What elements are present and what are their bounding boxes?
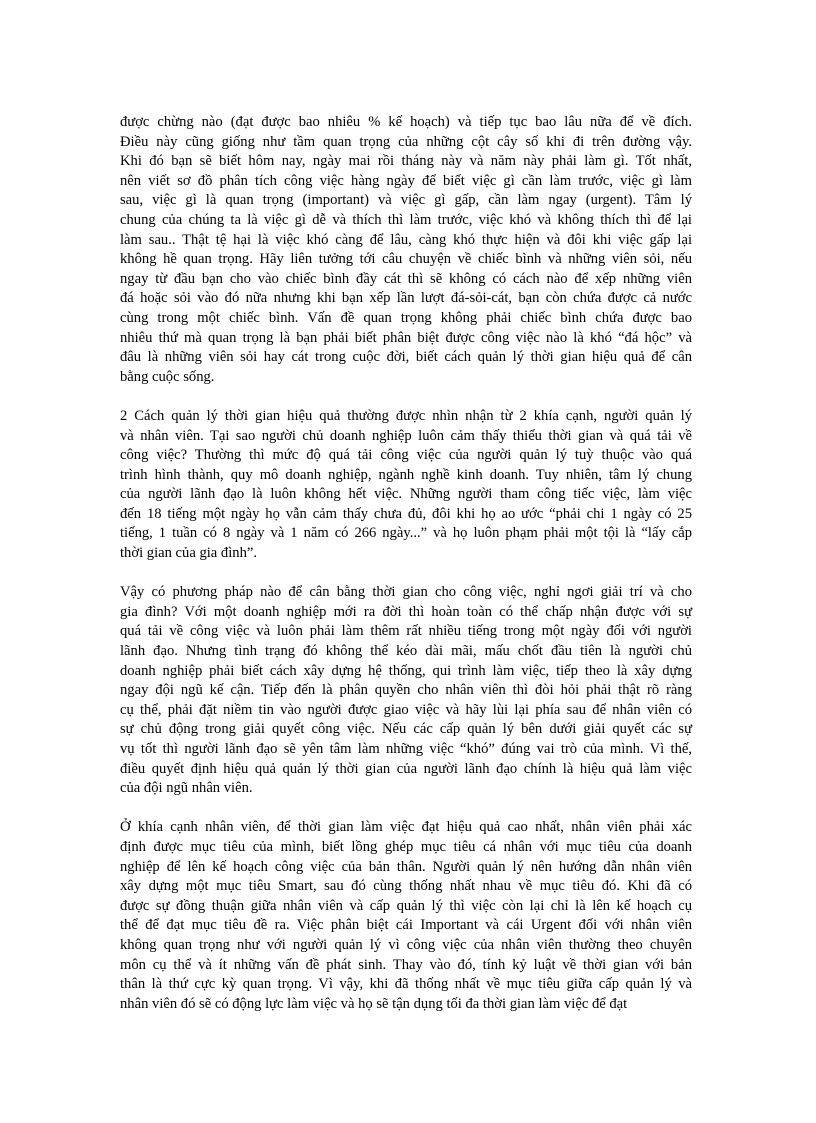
text-line: định được mục tiêu của mình, biết lồng ghép mục tiêu cá nhân với mục tiêu của doanh <box>120 838 692 855</box>
text-line: của đội ngũ nhân viên. <box>120 780 253 797</box>
text-line: làm sau.. Thật tệ hại là việc khó càng để lâu, càng khó thực hiện và đôi khi việc gấp lại <box>120 231 692 248</box>
text-line: thân là thứ cực kỳ quan trọng. Vì vậy, khi đã thống nhất về mục tiêu giữa cấp quản lý và <box>120 976 692 993</box>
paragraph <box>120 818 692 1014</box>
text-line: sau, việc gì là quan trọng (important) và việc gì gấp, cần làm ngay (urgent). Tâm lý <box>120 192 692 209</box>
text-line: xây dựng một mục tiêu Smart, sau đó cùng thống nhất nhau về mục tiêu đó. Khi đã có <box>120 878 692 895</box>
text-line: thời gian của gia đình”. <box>120 545 257 562</box>
text-line: và nhân viên. Tại sao người chủ doanh nghiệp luôn cảm thấy thiếu thời gian và quá tải về <box>120 427 692 444</box>
text-line: doanh nghiệp phải biết cách xây dựng hệ thống, qui trình làm việc, tiếp theo là xây dựng <box>120 662 692 679</box>
text-line: Ở khía cạnh nhân viên, để thời gian làm việc đạt hiệu quả cao nhất, nhân viên phải xác <box>120 819 692 836</box>
paragraph <box>120 407 692 564</box>
text-line: bằng cuộc sống. <box>120 368 215 385</box>
text-line: Vậy có phương pháp nào để cân bằng thời gian cho công việc, nghỉ ngơi giải trí và cho <box>120 584 692 601</box>
text-line: nên viết sơ đồ phân tích công việc hàng ngày để biết việc gì cần làm trước, việc gì làm <box>120 172 692 189</box>
text-line: cùng trong một chiếc bình. Vấn đề quan trọng không phải chiếc bình chứa được bao <box>120 309 692 326</box>
text-line: trình hình thành, quy mô doanh nghiệp, ngành nghề kinh doanh. Tuy nhiên, tâm lý chung <box>120 466 692 483</box>
text-line: Điều này cũng giống như tầm quan trọng của những cột cây số khi đi trên đường vậy. <box>120 133 692 150</box>
text-line: 2 Cách quản lý thời gian hiệu quả thường được nhìn nhận từ 2 khía cạnh, người quản lý <box>120 407 692 424</box>
text-line: thể để đạt mục tiêu đề ra. Việc phân biệt cái Important và cái Urgent đối với nhân viên <box>120 917 692 934</box>
text-line: không hề quan trọng. Hãy liên tưởng tới câu chuyện về chiếc bình và những viên sỏi, nếu <box>120 251 692 268</box>
text-line: cụ thể, phải đặt niềm tin vào người được giao việc và hãy lùi lại phía sau để nhân viên có <box>120 701 692 718</box>
text-line: đâu là những viên sỏi hay cát trong cuộc đời, biết cách quản lý thời gian hiệu quả để cân <box>120 349 692 366</box>
text-line: không quan trọng như với người quản lý vì công việc của nhân viên thường theo chuyên <box>120 936 692 953</box>
text-line: ngay đội ngũ kế cận. Tiếp đến là phân quyền cho nhân viên thì đòi hỏi phải thật rõ ràng <box>120 682 692 699</box>
document-body <box>120 113 692 1034</box>
text-line: đến 18 tiếng một ngày họ vẫn cảm thấy chưa đủ, đôi khi họ ao ước “phải chi 1 ngày có 25 <box>120 505 692 522</box>
text-line: được sự đồng thuận giữa nhân viên và cấp quản lý thì việc còn lại chỉ là lên kế hoạch cụ <box>120 897 692 914</box>
paragraph <box>120 583 692 799</box>
text-line: quá tải về công việc và luôn phải làm thêm rất nhiều tiếng trong một ngày đối với người <box>120 623 692 640</box>
text-line: vụ tốt thì người lãnh đạo sẽ yên tâm làm những việc “khó” đúng vai trò của mình. Vì thế, <box>120 741 692 757</box>
text-line: gia đình? Với một doanh nghiệp mới ra đời thì hoàn toàn có thể chấp nhận được với sự <box>120 603 692 620</box>
text-line: công việc? Thường thì mức độ quá tải công việc của người quản lý tuỳ thuộc vào quá <box>120 447 692 464</box>
text-line: tiếng, 1 tuần có 8 ngày và 1 năm có 266 ngày...” và họ luôn phạm phải một tội là “lấy cắp <box>120 525 692 542</box>
text-line: môn cụ thể và ít những vấn đề phát sinh. Thay vào đó, tính kỷ luật về thời gian với bản <box>120 956 692 973</box>
text-line: nhân viên đó sẽ có động lực làm việc và họ sẽ tận dụng tối đa thời gian làm việc để đạt <box>120 995 628 1012</box>
text-line: của người lãnh đạo là luôn không hết việc. Những người tham công tiếc việc, làm việc <box>120 486 692 503</box>
text-line: đá hoặc sỏi vào đó nữa nhưng khi bạn xếp lần lượt đá-sỏi-cát, bạn còn chứa được cả nước <box>120 290 692 307</box>
text-line: sự chủ động trong giải quyết công việc. Nếu các cấp quản lý bên dưới giải quyết các sự <box>120 721 692 738</box>
paragraph <box>120 113 692 387</box>
text-line: nhiêu thứ mà quan trọng là bạn phải biết phân biệt được công việc nào là khó “đá hộc” và <box>120 329 692 346</box>
text-line: nghiệp để lên kế hoạch công việc của bản thân. Người quản lý nên hướng dẫn nhân viên <box>120 858 692 875</box>
text-line: chung của chúng ta là việc gì dễ và thích thì làm trước, việc khó và không thích thì để lại <box>120 211 692 228</box>
text-line: Khi đó bạn sẽ biết hôm nay, ngày mai rồi tháng này và năm này phải làm gì. Tốt nhất, <box>120 153 692 170</box>
text-line: được chừng nào (đạt được bao nhiêu % kế hoạch) và tiếp tục bao lâu nữa để về đích. <box>120 114 692 130</box>
text-line: ngay từ đầu bạn cho vào chiếc bình đầy cát thì sẽ không có cách nào để xếp những viên <box>120 270 692 287</box>
text-line: điều quyết định hiệu quả quản lý thời gian của người lãnh đạo chính là hiệu quả làm việc <box>120 760 692 777</box>
text-line: lãnh đạo. Nhưng tình trạng đó không thể kéo dài mãi, mấu chốt đầu tiên là người chủ <box>120 643 692 660</box>
